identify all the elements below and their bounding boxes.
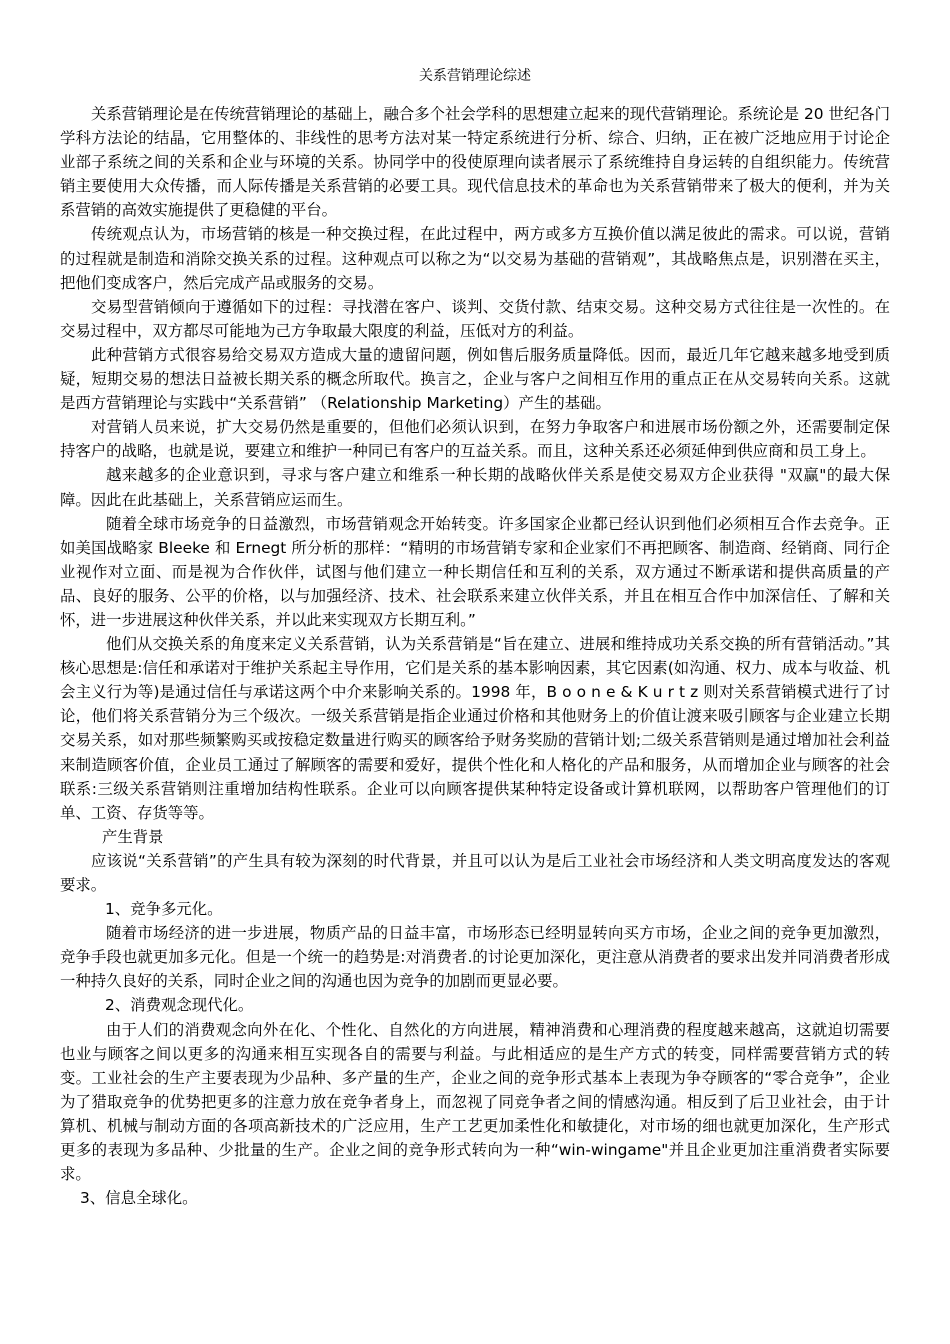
paragraph-intro: 关系营销理论是在传统营销理论的基础上，融合多个社会学科的思想建立起来的现代营销理论。系统论是 20 世纪各门学科方法论的结晶，它用整体的、非线性的思考方法对某一特定系统进行分析、综合、归纳，正在被广泛地应用于讨论企业部子系统之间的关系和企业与环境的关系。协同学中的役使原理向读者展示了系统维持自身运转的自组织能力。传统营销主要使用大众传播，而人际传播是关系营销的必要工具。现代信息技术的革命也为关系营销带来了极大的便利，并为关系营销的高效实施提供了更稳健的平台。 [60, 105, 890, 220]
paragraph-win-win: 越来越多的企业意识到，寻求与客户建立和维系一种长期的战略伙伴关系是使交易双方企业获得 "双赢"的最大保障。因此在此基础上，关系营销应运而生。 [60, 466, 890, 509]
paragraph-background-intro: 应该说“关系营销”的产生具有较为深刻的时代背景，并且可以认为是后工业社会市场经济和人类文明高度发达的客观要求。 [60, 851, 890, 894]
document-title: 关系营销理论综述 [419, 68, 531, 84]
paragraph-global-competition: 随着全球市场竞争的日益激烈，市场营销观念开始转变。许多国家企业都已经认识到他们必须相互合作去竞争。正如美国战略家 Bleeke 和 Ernegt 所分析的那样：“精明的市场营销专家和企业家们不再把顾客、制造商、经销商、同行企业视作对立面、而是视为合作伙伴，试图与他们建立一种长期信任和互利的关系，双方通过不断承诺和提供高质量的产品、良好的服务、公平的价格，以与加强经济、技术、社会联系来建立伙伴关系，并且在相互合作中加深信任、了解和关怀，进一步进展这种伙伴关系，并以此来实现双方长期互利。” [60, 514, 890, 629]
paragraph-definition: 他们从交换关系的角度来定义关系营销，认为关系营销是“旨在建立、进展和维持成功关系交换的所有营销活动。”其核心思想是:信任和承诺对于维护关系起主导作用，它们是关系的基本影响因素，其它因素(如沟通、权力、成本与收益、机会主义行为等)是通过信任与承诺这两个中介来影响关系的。1998 年，B o o n e & K u r t z 则对关系营销模式进行了讨论，他们将关系营销分为三个级次。一级关系营销是指企业通过价格和其他财务上的价值让渡来吸引顾客与企业建立长期交易关系，如对那些频繁购买或按稳定数量进行购买的顾客给予财务奖励的营销计划;二级关系营销则是通过增加社会利益来制造顾客价值，企业员工通过了解顾客的需要和爱好，提供个性化和人格化的产品和服务，从而增加企业与顾客的社会联系:三级关系营销则注重增加结构性联系。企业可以向顾客提供某种特定设备或计算机联网，以帮助客户管理他们的订单、工资、存货等等。 [60, 635, 890, 822]
paragraph-transactional-marketing: 交易型营销倾向于遵循如下的过程：寻找潜在客户、谈判、交货付款、结束交易。这种交易方式往往是一次性的。在交易过程中，双方都尽可能地为己方争取最大限度的利益，压低对方的利益。 [60, 297, 890, 340]
point-heading-competition: 1、竞争多元化。 [105, 900, 223, 919]
paragraph-customer-retention: 对营销人员来说，扩大交易仍然是重要的，但他们必须认识到，在努力争取客户和进展市场份额之外，还需要制定保持客户的战略，也就是说，要建立和维护一种同已有客户的互益关系。而且，这种关系还必须延伸到供应商和员工身上。 [60, 418, 890, 461]
paragraph-competition: 随着市场经济的进一步进展，物质产品的日益丰富，市场形态已经明显转向买方市场，企业之间的竞争更加激烈，竞争手段也就更加多元化。但是一个统一的趋势是:对消费者.的讨论更加深化，更注意从消费者的要求出发并同消费者形成一种持久良好的关系，同时企业之间的沟通也因为竞争的加剧而更显必要。 [60, 924, 890, 991]
section-heading-background: 产生背景 [102, 827, 164, 846]
paragraph-shift-to-relationship: 此种营销方式很容易给交易双方造成大量的遗留问题，例如售后服务质量降低。因而，最近几年它越来越多地受到质疑，短期交易的想法日益被长期关系的概念所取代。换言之，企业与客户之间相互作用的重点正在从交易转向关系。这就是西方营销理论与实践中“关系营销” （Relationship Marketing）产生的基础。 [60, 345, 890, 413]
paragraph-traditional-view: 传统观点认为，市场营销的核是一种交换过程，在此过程中，两方或多方互换价值以满足彼此的需求。可以说，营销的过程就是制造和消除交换关系的过程。这种观点可以称之为“以交易为基础的营销观”，其战略焦点是，识别潜在买主，把他们变成客户，然后完成产品或服务的交易。 [60, 225, 890, 292]
point-heading-globalization: 3、信息全球化。 [80, 1189, 198, 1208]
paragraph-consumption: 由于人们的消费观念向外在化、个性化、自然化的方向进展，精神消费和心理消费的程度越来越高，这就迫切需要也业与顾客之间以更多的沟通来相互实现各自的需要与利益。与此相适应的是生产方式的转变，同样需要营销方式的转变。工业社会的生产主要表现为少品种、多产量的生产，企业之间的竞争形式基本上表现为争夺顾客的“零合竞争”，企业为了猎取竞争的优势把更多的注意力放在竞争者身上，而忽视了同竞争者之间的情感沟通。相反到了后卫业社会，由于计算机、机械与制动方面的各项高新技术的广泛应用，生产工艺更加柔性化和敏捷化，对市场的细也就更加深化，生产形式更多的表现为多品种、少批量的生产。企业之间的竞争形式转向为一种“win-wingame"并且企业更加注重消费者实际要求。 [60, 1020, 890, 1184]
point-heading-consumption: 2、消费观念现代化。 [105, 996, 254, 1015]
